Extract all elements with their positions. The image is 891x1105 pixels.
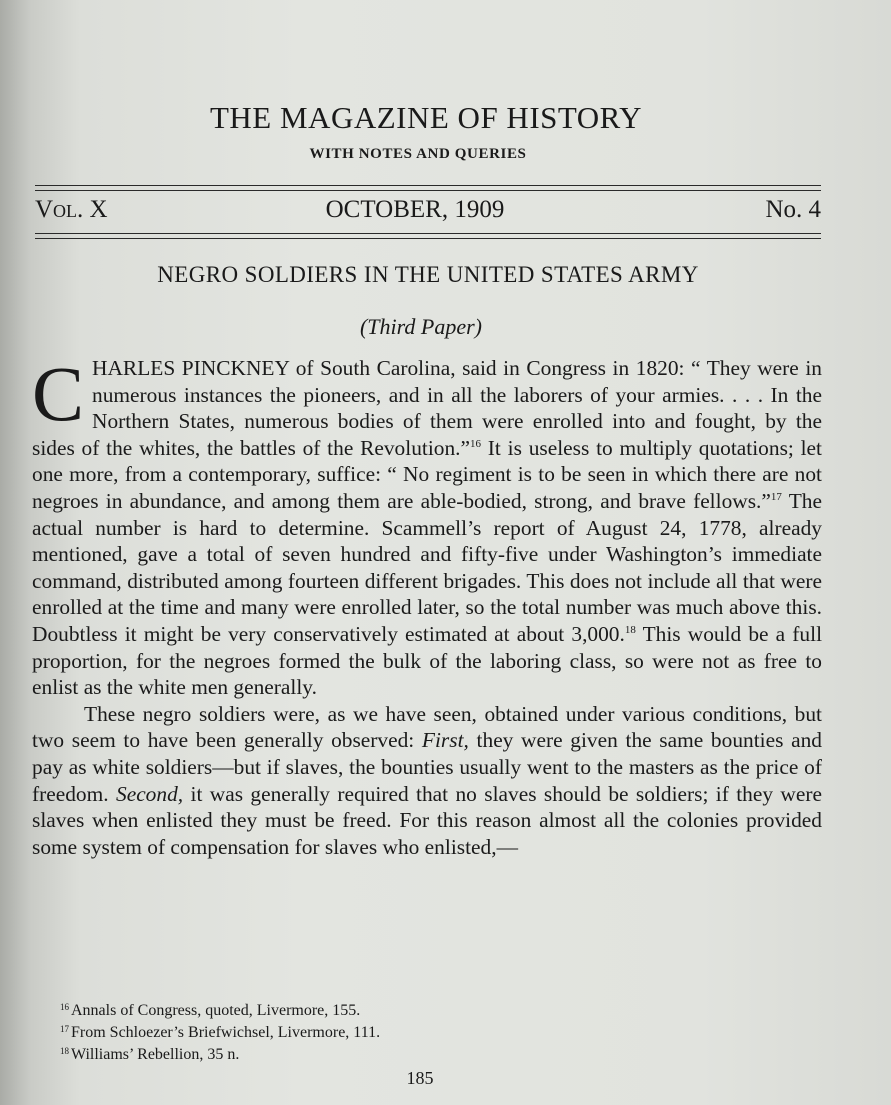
footnotes: [60, 1000, 760, 1066]
drop-cap: C: [32, 350, 85, 437]
article-subtitle: (Third Paper): [359, 314, 482, 339]
paragraph-1: [32, 350, 823, 701]
footnote-text: From Schloezer’s Briefwichsel, Livermore, 111.: [71, 1024, 381, 1041]
paragraph-2-text-b: they were given the same bounties and pay as white soldiers—but if slaves, the bounties usually went to the masters as the price of freedom.: [32, 728, 822, 806]
emphasis-first: First,: [421, 728, 469, 753]
footnote-number: 18: [60, 1046, 69, 1056]
paragraph-2-text-c: it was generally required that no slaves should be soldiers; if they were slaves when enlisted they must be freed. For this reason almost all the colonies provided some system of compensation for slaves who enlisted,—: [32, 781, 822, 859]
emphasis-second: Second,: [116, 781, 184, 806]
header-rule-bottom-1: [35, 233, 821, 234]
page-number: 185: [406, 1068, 434, 1088]
paragraph-2: [32, 701, 822, 861]
article-body: [32, 350, 823, 860]
footnote-16: [60, 1000, 760, 1022]
header-rule-top-1: [35, 185, 821, 186]
issue-line: [35, 196, 821, 230]
magazine-subtitle: WITH NOTES AND QUERIES: [309, 146, 527, 162]
issue-date: OCTOBER, 1909: [325, 196, 505, 223]
footnote-18: [60, 1044, 760, 1066]
article-title: NEGRO SOLDIERS IN THE UNITED STATES ARMY: [157, 262, 699, 287]
paragraph-1-text-d: This would be a full proportion, for the negroes formed the bulk of the laboring class, so were not as free to enlist as the white men generally.: [32, 621, 823, 700]
footnote-number: 16: [60, 1002, 69, 1012]
issue-number: No. 4: [765, 196, 821, 223]
footnote-17: [60, 1022, 760, 1044]
footnote-text: Annals of Congress, quoted, Livermore, 155.: [71, 1002, 361, 1019]
paragraph-2-text-a: These negro soldiers were, as we have seen, obtained under various conditions, but two seem to have been generally observed:: [32, 701, 822, 753]
header-rule-top-2: [35, 190, 821, 191]
magazine-title: THE MAGAZINE OF HISTORY: [209, 100, 642, 135]
volume-label: Vol. X: [35, 196, 108, 223]
paragraph-1-text-b: It is useless to multiply quotations; let one more, from a contemporary, suffice: “ No regiment is to be seen in which there are not negroes in abundance, and among them are able-bodied, strong, and brave fellows.”: [32, 435, 822, 513]
footnote-text: Williams’ Rebellion, 35 n.: [71, 1046, 240, 1063]
footnote-ref-16[interactable]: 16: [470, 437, 482, 450]
footnote-ref-18[interactable]: 18: [624, 623, 636, 636]
footnote-number: 17: [60, 1024, 69, 1034]
header-rule-bottom-2: [35, 238, 821, 239]
footnote-ref-17[interactable]: 17: [770, 490, 782, 503]
paragraph-1-text-c: The actual number is hard to determine. Scammell’s report of August 24, 1778, already mentioned, gave a total of seven hundred and fifty-five under Washington’s immediate command, distributed among fourteen different brigades. This does not include all that were enrolled at the time and many were enrolled later, so the total number was much above this. Doubtless it might be very conservatively estimated at about 3,000.: [32, 488, 822, 646]
paragraph-1-text-a: HARLES PINCKNEY of South Carolina, said in Congress in 1820: “ They were in numerous instances the pioneers, and in all the laborers of your armies. . . . In the Northern States, numerous bodies of them were enrolled into and fought, by the sides of the whites, the battles of the Revolution.”: [32, 356, 822, 460]
